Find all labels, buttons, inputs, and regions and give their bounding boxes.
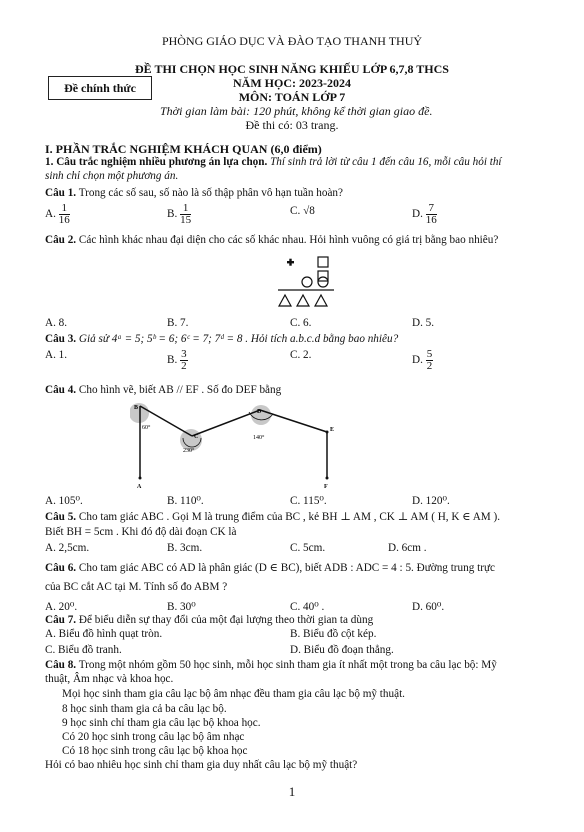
q3-option-c: C. 2. bbox=[290, 349, 312, 361]
q8-fact: Mọi học sinh tham gia câu lạc bộ âm nhạc đều tham gia câu lạc bộ mỹ thuật. bbox=[62, 688, 405, 700]
q5-label: Câu 5. bbox=[45, 511, 77, 523]
label-angle-230: 230° bbox=[183, 448, 195, 454]
question-8 bbox=[45, 659, 497, 671]
q8-text-2: thuật, Âm nhạc và khoa học. bbox=[45, 673, 174, 685]
q4-option-c: C. 115⁰. bbox=[290, 495, 327, 507]
q1-text: Trong các số sau, số nào là số thập phân vô hạn tuần hoàn? bbox=[76, 187, 343, 199]
question-1 bbox=[45, 187, 343, 199]
exam-title: ĐỀ THI CHỌN HỌC SINH NĂNG KHIẾU LỚP 6,7,8 THCS bbox=[135, 62, 449, 76]
label-c: C bbox=[194, 434, 199, 440]
q1-a-fraction: $\frac{1}{16}$ bbox=[58, 202, 70, 226]
triangle-icon bbox=[297, 295, 309, 306]
segment-bc bbox=[140, 406, 192, 436]
q5-text-2: Biết BH = 5cm . Khi đó độ dài đoạn CK là bbox=[45, 526, 237, 538]
official-badge: Đề chính thức bbox=[48, 76, 152, 100]
q6-option-a: A. 20⁰. bbox=[45, 601, 78, 613]
vertex-d-marker bbox=[251, 405, 271, 425]
q5-option-b: B. 3cm. bbox=[167, 542, 203, 554]
circle-icon bbox=[302, 277, 312, 287]
q7-text: Để biểu diễn sự thay đổi của một đại lượng theo thời gian ta dùng bbox=[76, 614, 374, 626]
q7-option-d: D. Biểu đồ đoạn thẳng. bbox=[290, 644, 394, 656]
section-title: I. PHẦN TRẮC NGHIỆM KHÁCH QUAN (6,0 điểm) bbox=[45, 142, 322, 156]
q6-option-c: C. 40⁰ . bbox=[290, 601, 325, 613]
q7-option-c: C. Biểu đồ tranh. bbox=[45, 644, 122, 656]
q4-option-b: B. 110⁰. bbox=[167, 495, 204, 507]
q4-text: Cho hình vẽ, biết AB // EF . Số đo DEF bằng bbox=[76, 384, 282, 396]
q6-option-b: B. 30⁰ bbox=[167, 601, 196, 613]
q8-question: Hỏi có bao nhiêu học sinh chỉ tham gia duy nhất câu lạc bộ mỹ thuật? bbox=[45, 759, 358, 771]
label-angle-60: 60° bbox=[142, 425, 151, 431]
q1-label: Câu 1. bbox=[45, 187, 77, 199]
question-4 bbox=[45, 384, 281, 396]
q2-option-b: B. 7. bbox=[167, 317, 189, 329]
instruction-bold: 1. Câu trắc nghiệm nhiều phương án lựa chọn. bbox=[45, 156, 268, 168]
q4-option-d: D. 120⁰. bbox=[412, 495, 450, 507]
square-icon bbox=[318, 271, 328, 281]
q1-d-label: D. bbox=[412, 208, 423, 221]
q5-option-a: A. 2,5cm. bbox=[45, 542, 90, 554]
label-d: D bbox=[257, 409, 262, 415]
question-3 bbox=[45, 333, 398, 345]
q7-option-b: B. Biểu đồ cột kép. bbox=[290, 628, 377, 640]
q3-d-label: D. bbox=[412, 354, 423, 367]
question-7 bbox=[45, 614, 373, 626]
q6-text-2: của BC cắt AC tại M. Tính số đo ABM ? bbox=[45, 581, 228, 593]
q5-option-d: D. 6cm . bbox=[388, 542, 427, 554]
segment-de bbox=[260, 410, 327, 432]
q4-option-a: A. 105⁰. bbox=[45, 495, 83, 507]
q7-label: Câu 7. bbox=[45, 614, 77, 626]
q1-c-label: C. bbox=[290, 205, 301, 217]
instruction-italic-2: sinh chỉ chọn một phương án. bbox=[45, 170, 179, 182]
q8-fact: Có 20 học sinh trong câu lạc bộ âm nhạc bbox=[62, 731, 245, 743]
q5-text: Cho tam giác ABC . Gọi M là trung điểm của BC , kẻ BH ⊥ AM , CK ⊥ AM ( H, K ∈ AM ). bbox=[76, 511, 501, 523]
q2-option-a: A. 8. bbox=[45, 317, 68, 329]
question-5 bbox=[45, 510, 500, 523]
q5-option-c: C. 5cm. bbox=[290, 542, 326, 554]
q8-text: Trong một nhóm gồm 50 học sinh, mỗi học sinh tham gia ít nhất một trong ba câu lạc bộ: Mỹ bbox=[76, 659, 497, 671]
section-instructions bbox=[45, 156, 502, 168]
q1-b-fraction: $\frac{1}{15}$ bbox=[180, 202, 192, 226]
label-a: A bbox=[137, 484, 142, 490]
subject-title: MÔN: TOÁN LỚP 7 bbox=[238, 90, 346, 104]
school-year: NĂM HỌC: 2023-2024 bbox=[233, 76, 351, 90]
q3-b-label: B. bbox=[167, 354, 178, 367]
q7-option-a: A. Biểu đồ hình quạt tròn. bbox=[45, 628, 163, 640]
q3-option-d bbox=[412, 349, 433, 372]
q3-option-a: A. 1. bbox=[45, 349, 68, 361]
question-2 bbox=[45, 234, 498, 246]
q2-option-c: C. 6. bbox=[290, 317, 312, 329]
q2-option-d: D. 5. bbox=[412, 317, 435, 329]
education-office: PHÒNG GIÁO DỤC VÀ ĐÀO TẠO THANH THUỶ bbox=[161, 34, 423, 48]
circle-icon bbox=[318, 277, 328, 287]
q1-option-d bbox=[412, 203, 437, 226]
q4-label: Câu 4. bbox=[45, 384, 77, 396]
q3-text: Giả sử 4ᵃ = 5; 5ᵇ = 6; 6ᶜ = 7; 7ᵈ = 8 . Hỏi tích a.b.c.d bằng bao nhiêu? bbox=[76, 333, 399, 345]
q6-text: Cho tam giác ABC có AD là phân giác (D ∈ BC), biết ADB : ADC = 4 : 5. Đường trung trực bbox=[76, 562, 495, 574]
q1-d-fraction: $\frac{7}{16}$ bbox=[425, 202, 437, 226]
q1-option-b bbox=[167, 203, 191, 226]
triangle-icon bbox=[279, 295, 291, 306]
q6-label: Câu 6. bbox=[45, 562, 77, 574]
label-angle-140: 140° bbox=[253, 435, 265, 441]
q8-fact: 9 học sinh chỉ tham gia câu lạc bộ khoa học. bbox=[62, 717, 261, 729]
page-number: 1 bbox=[288, 784, 296, 799]
q3-option-b bbox=[167, 349, 188, 372]
q8-fact: Có 18 học sinh trong câu lạc bộ khoa học bbox=[62, 745, 248, 757]
shapes-puzzle-figure bbox=[270, 254, 340, 312]
q3-b-fraction: $\frac{3}{2}$ bbox=[181, 348, 187, 372]
triangle-icon bbox=[315, 295, 327, 306]
square-icon bbox=[318, 257, 328, 267]
plus-icon bbox=[287, 259, 294, 266]
q8-label: Câu 8. bbox=[45, 659, 77, 671]
q1-b-label: B. bbox=[167, 208, 178, 221]
q6-option-d: D. 60⁰. bbox=[412, 601, 445, 613]
time-note: Thời gian làm bài: 120 phút, không kể thời gian giao đề. bbox=[160, 104, 433, 118]
q3-d-fraction: $\frac{5}{2}$ bbox=[426, 348, 433, 372]
q4-geometry-figure bbox=[130, 398, 350, 490]
instruction-italic: Thí sinh trả lời từ câu 1 đến câu 16, mỗi câu hỏi thí bbox=[267, 156, 502, 168]
label-e: E bbox=[330, 427, 335, 433]
q1-option-a bbox=[45, 203, 70, 226]
q2-text: Các hình khác nhau đại diện cho các số khác nhau. Hỏi hình vuông có giá trị bằng bao nhiêu? bbox=[76, 234, 499, 246]
question-6 bbox=[45, 561, 495, 574]
pages-note: Đề thi có: 03 trang. bbox=[245, 118, 339, 132]
label-f: F bbox=[324, 484, 328, 490]
q3-label: Câu 3. bbox=[45, 333, 77, 345]
label-b: B bbox=[134, 405, 139, 411]
q8-fact: 8 học sinh tham gia cả ba câu lạc bộ. bbox=[62, 703, 227, 715]
q2-label: Câu 2. bbox=[45, 234, 77, 246]
q1-c-value: √8 bbox=[303, 205, 315, 217]
q1-option-c bbox=[290, 205, 315, 217]
q1-a-label: A. bbox=[45, 208, 56, 221]
